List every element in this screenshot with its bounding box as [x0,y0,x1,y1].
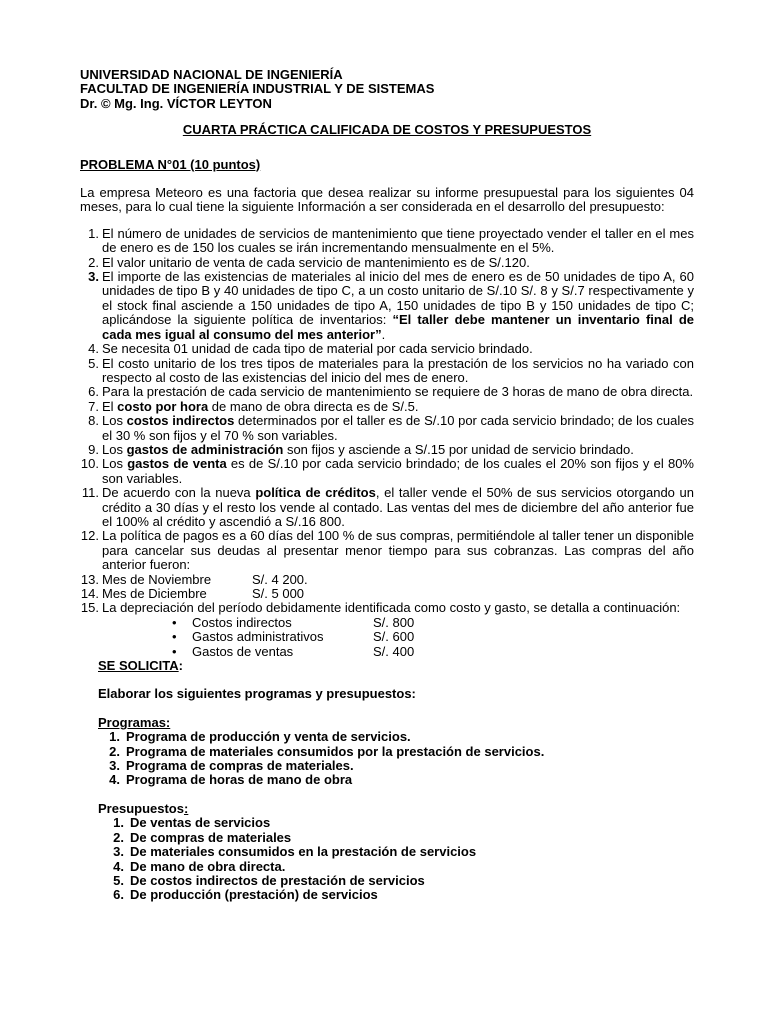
list-item: 6. Para la prestación de cada servicio de mantenimiento se requiere de 3 horas de mano de obra directa. [88,384,694,400]
depreciation-item: • Gastos administrativos S/. 600 [172,629,415,645]
se-solicita-heading: SE SOLICITA: [98,658,183,674]
list-item: 3. El importe de las existencias de materiales al inicio del mes de enero es de 50 unidades de tipo A, 60 unidades de tipo B y 40 unidades de tipo C, a un costo unitario de S/.10 S/. 8 y S/.7 respectivamente y el stock final asciende a 150 unidades de tipo A, 150 unidades de tipo B y 150 unidades de tipo C; aplicándose la siguiente política de inventarios: “El taller debe mantener un inventario final de cada mes igual al consumo del mes anterior”. [88,269,695,342]
faculty-name: FACULTAD DE INGENIERÍA INDUSTRIAL Y DE SISTEMAS [80,81,435,97]
depreciation-item: • Costos indirectos S/. 800 [172,614,415,630]
list-item: 13. Mes de Noviembre S/. 4 200. [80,571,308,587]
list-item: 6. De producción (prestación) de servicios [113,887,378,903]
list-item: 9. Los gastos de administración son fijos y asciende a S/.15 por unidad de servicio brindado. [88,441,634,457]
depreciation-item: • Gastos de ventas S/. 400 [172,643,415,659]
presupuestos-list [98,816,694,902]
list-item: 15. La depreciación del período debidamente identificada como costo y gasto, se detalla a continuación: [80,600,681,616]
university-name: UNIVERSIDAD NACIONAL DE INGENIERÍA [80,67,343,82]
bullet-icon: • [172,629,177,645]
list-item: 4. Programa de horas de mano de obra [109,772,353,788]
depreciation-list [80,616,694,659]
list-item: 8. Los costos indirectos determinados por el taller es de S/.10 por cada servicio brindado; de los cuales el 30 % son fijos y el 70 % son variables. [88,413,695,443]
programas-heading: Programas: [98,714,171,730]
bullet-icon: • [172,614,177,630]
document-title: CUARTA PRÁCTICA CALIFICADA DE COSTOS Y PRESUPUESTOS [182,122,592,138]
list-item: 2. El valor unitario de venta de cada servicio de mantenimiento es de S/.120. [88,254,530,270]
problem-heading: PROBLEMA N°01 (10 puntos) [80,156,261,172]
bullet-icon: • [172,643,177,659]
programas-list [98,730,694,788]
list-item: 11. De acuerdo con la nueva política de créditos, el taller vende el 50% de sus servicios otorgando un crédito a 30 días y el resto los vende al contado. Las ventas del mes de diciembre del año anterior fue el 100% al crédito y ascendió a S/.16 800. [81,485,695,529]
list-item: 3. Programa de compras de materiales. [109,758,354,774]
list-item: 5. De costos indirectos de prestación de servicios [113,872,425,888]
elaborar-text: Elaborar los siguientes programas y presupuestos: [98,686,416,702]
data-list [80,227,694,616]
document-page [80,68,694,903]
professor-name: Dr. © Mg. Ing. VÍCTOR LEYTON [80,95,272,111]
list-item: 1. Programa de producción y venta de servicios. [109,729,411,745]
presupuestos-heading: Presupuestos: [98,800,189,816]
list-item: 14. Mes de Diciembre S/. 5 000 [80,586,305,601]
requirements-section [98,659,694,903]
list-item: 5. El costo unitario de los tres tipos de materiales para la prestación de los servicios no ha variado con respecto al costo de las existencias del inicio del mes de enero. [88,355,694,385]
list-item: 4. Se necesita 01 unidad de cada tipo de material por cada servicio brindado. [88,341,533,357]
list-item: 1. De ventas de servicios [113,815,271,831]
list-item: 2. Programa de materiales consumidos por la prestación de servicios. [109,743,545,759]
list-item: 3. De materiales consumidos en la prestación de servicios [113,844,477,860]
list-item: 12. La política de pagos es a 60 días del 100 % de sus compras, permitiéndole al taller tener un disponible para cancelar sus deudas al presentar menor tiempo para sus cobranzas. Las compras del año anterior fueron: [80,528,694,573]
list-item: 7. El costo por hora de mano de obra directa es de S/.5. [88,398,419,414]
list-item: 2. De compras de materiales [113,829,292,845]
list-item: 1. El número de unidades de servicios de mantenimiento que tiene proyectado vender el taller en el mes de enero es de 150 los cuales se irán incrementando mensualmente en el 5%. [88,225,694,256]
list-item: 4. De mano de obra directa. [113,858,286,874]
intro-paragraph: La empresa Meteoro es una factoria que desea realizar su informe presupuestal para los siguientes 04 meses, para lo cual tiene la siguiente Información a ser considerada en el desarrollo del presupuesto: [80,185,694,215]
list-item: 10. Los gastos de venta es de S/.10 por cada servicio brindado; de los cuales el 20% son fijos y el 80% son variables. [80,456,694,486]
